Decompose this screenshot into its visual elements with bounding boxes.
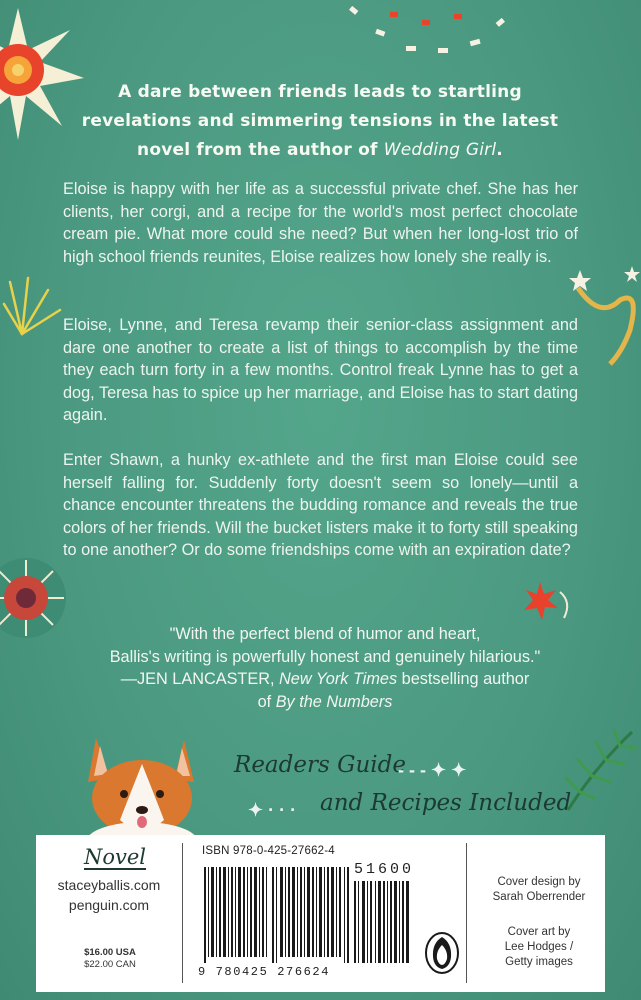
description-paragraph-1: Eloise is happy with her life as a successful private chef. She has her clients, her corgi, and a recipe for the world's most perfect chocolate cream pie. What more could she need? But when her long-lost trio of high school friends reunites, Eloise realizes how lonely she really is. [63, 180, 578, 266]
cover-art-credit [474, 925, 604, 970]
cover-design-name: Sarah Oberrender [492, 891, 586, 903]
tagline-period: . [496, 140, 503, 160]
firework-red-right [520, 578, 580, 628]
tagline-line-2: revelations and simmering tensions in the latest [81, 111, 559, 131]
quote-of: of [257, 692, 276, 711]
barcode-addon [354, 881, 410, 963]
quote-book-title-line [60, 691, 590, 714]
description-paragraph-2: Eloise, Lynne, and Teresa revamp their senior-class assignment and dare one another to create a list of things to accomplish by the time they each turn forty in a few months. Control freak Lynne has to get a dog, Teresa has to spice up her marriage, and Eloise has to start dating again. [63, 316, 578, 425]
sparkle-dashes-2: ✦ · · · [248, 800, 297, 820]
confetti-top [330, 0, 540, 60]
barcode-number: 9 780425 276624 [198, 965, 331, 979]
sparkle-dashes: - - - ✦ ✦ [398, 760, 467, 780]
cover-art-label: Cover art by [507, 926, 571, 938]
publisher-website[interactable]: penguin.com [68, 897, 150, 913]
divider-right [466, 843, 467, 983]
genre-label: Novel [84, 845, 147, 869]
tagline [60, 78, 580, 165]
cover-art-source: Getty images [505, 956, 573, 968]
blurb-quote [60, 623, 590, 713]
cover-design-credit [474, 875, 604, 905]
penguin-logo [424, 931, 460, 975]
quote-book-title: By the Numbers [275, 692, 393, 711]
quote-author-credit: bestselling author [397, 670, 530, 688]
cover-art-name: Lee Hodges / [504, 941, 574, 953]
tagline-line-1: A dare between friends leads to startling [118, 82, 522, 102]
cover-design-label: Cover design by [497, 876, 581, 888]
tagline-line-3 [60, 136, 580, 165]
divider-left [182, 843, 183, 983]
description-paragraph-3: Enter Shawn, a hunky ex-athlete and the first man Eloise could see herself falling for. Suddenly forty doesn't seem so lonely—until a chance encounter threatens the budding romance and reveals the true colors of her friends. Will the bucket listers make it to forty still speaking to one another? Or do some friendships come with an expiration date? [63, 451, 578, 560]
barcode [202, 867, 350, 963]
price-usa [48, 947, 172, 959]
firework-yellow-left [0, 272, 70, 342]
quote-author: —JEN LANCASTER, [120, 670, 280, 688]
quote-publication: New York Times [279, 670, 398, 688]
tagline-line-3-text: novel from the author of [137, 140, 384, 160]
price-can: $22.00 CAN [84, 959, 136, 970]
price-usa-value: $16.00 USA [84, 947, 136, 958]
back-cover-info-panel [36, 835, 605, 992]
author-website[interactable]: staceyballis.com [57, 877, 161, 893]
quote-line-2: Ballis's writing is powerfully honest and genuinely hilarious." [109, 647, 541, 666]
readers-guide-text: Readers Guide [234, 752, 406, 778]
palm-leaf [560, 726, 641, 816]
book-title-wedding-girl: Wedding Girl [383, 140, 497, 160]
isbn-label: ISBN 978-0-425-27662-4 [202, 845, 335, 857]
recipes-included-text: and Recipes Included [320, 790, 572, 816]
barcode-addon-number: 51600 [354, 861, 415, 878]
quote-attribution [60, 668, 590, 691]
quote-line-1: "With the perfect blend of humor and heart, [169, 625, 481, 643]
